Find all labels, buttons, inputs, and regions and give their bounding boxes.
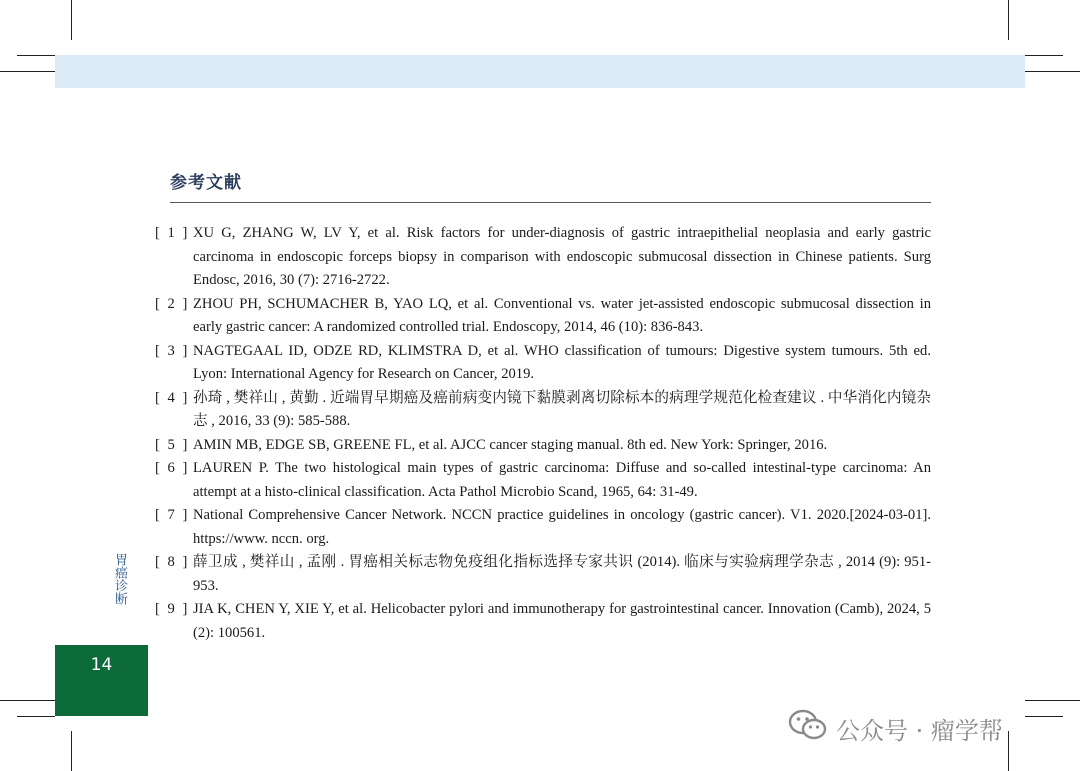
reference-text: NAGTEGAAL ID, ODZE RD, KLIMSTRA D, et al. WHO classification of tumours: Digestive system tumours. 5th ed. Lyon: International Agency for Research on Cancer, 2019. <box>193 342 931 382</box>
reference-text: National Comprehensive Cancer Network. NCCN practice guidelines in oncology (gastric cancer). V1. 2020.[2024-03-01]. https://www. nccn. org. <box>193 507 931 547</box>
crop-mark-tl-h <box>17 55 55 56</box>
reference-number: [ 6 ] <box>155 460 190 476</box>
reference-item <box>155 293 931 340</box>
reference-text: ZHOU PH, SCHUMACHER B, YAO LQ, et al. Conventional vs. water jet-assisted endoscopic submucosal dissection in early gastric cancer: A randomized controlled trial. Endoscopy, 2014, 46 (10): 836-843. <box>193 295 931 335</box>
reference-number: [ 3 ] <box>155 342 190 359</box>
reference-number: [ 9 ] <box>155 601 190 617</box>
crop-mark-tl-v <box>71 0 72 40</box>
reference-item <box>155 222 931 293</box>
wechat-icon <box>788 708 828 748</box>
crop-mark-bl-v <box>71 731 72 771</box>
reference-text: 薛卫成 , 樊祥山 , 孟刚 . 胃癌相关标志物免疫组化指标选择专家共识 (2014). 临床与实验病理学杂志 , 2014 (9): 951-953. <box>193 554 931 594</box>
reference-number: [ 8 ] <box>155 554 190 570</box>
reference-list <box>155 222 931 645</box>
reference-item <box>155 504 931 551</box>
watermark <box>788 706 1003 750</box>
reference-item <box>155 457 931 504</box>
reference-item <box>155 598 931 645</box>
reference-item <box>155 551 931 598</box>
crop-mark-tr-v <box>1008 0 1009 40</box>
watermark-text: 公众号 · 瘤学帮 <box>836 716 1003 745</box>
reference-number: [ 2 ] <box>155 295 190 312</box>
section-title: 参考文献 <box>170 173 242 193</box>
title-divider <box>170 202 931 203</box>
reference-number: [ 1 ] <box>155 225 190 241</box>
reference-number: [ 4 ] <box>155 389 190 406</box>
crop-mark-br-v <box>1008 731 1009 771</box>
reference-number: [ 7 ] <box>155 507 190 523</box>
page-number: 14 <box>90 655 113 675</box>
crop-mark-bl-h2 <box>0 700 55 701</box>
reference-item <box>155 387 931 434</box>
crop-mark-br-h <box>1025 716 1063 717</box>
crop-mark-tl-h2 <box>0 71 55 72</box>
page-number-box <box>55 645 148 716</box>
reference-text: LAUREN P. The two histological main types of gastric carcinoma: Diffuse and so-called intestinal-type carcinoma: An attempt at a histo-clinical classification. Acta Pathol Microbio Scand, 1965, 64: 31-49. <box>193 460 931 500</box>
side-section-label: 胃癌诊断 <box>112 553 127 605</box>
header-band <box>55 55 1025 88</box>
crop-mark-tr-h <box>1025 55 1063 56</box>
reference-item <box>155 340 931 387</box>
reference-number: [ 5 ] <box>155 436 190 453</box>
reference-text: 孙琦 , 樊祥山 , 黄勤 . 近端胃早期癌及癌前病变内镜下黏膜剥离切除标本的病理学规范化检查建议 . 中华消化内镜杂志 , 2016, 33 (9): 585-588. <box>193 389 931 429</box>
crop-mark-tr-h2 <box>1025 71 1080 72</box>
reference-text: AMIN MB, EDGE SB, GREENE FL, et al. AJCC cancer staging manual. 8th ed. New York: Springer, 2016. <box>193 436 828 453</box>
reference-text: XU G, ZHANG W, LV Y, et al. Risk factors for under-diagnosis of gastric intraepithelial neoplasia and early gastric carcinoma in endoscopic forceps biopsy in comparison with endoscopic submucosal dissection in Chinese patients. Surg Endosc, 2016, 30 (7): 2716-2722. <box>193 225 931 288</box>
crop-mark-br-h2 <box>1025 700 1080 701</box>
reference-text: JIA K, CHEN Y, XIE Y, et al. Helicobacter pylori and immunotherapy for gastrointestinal cancer. Innovation (Camb), 2024, 5 (2): 100561. <box>193 601 931 641</box>
crop-mark-bl-h <box>17 716 55 717</box>
reference-item <box>155 434 931 458</box>
